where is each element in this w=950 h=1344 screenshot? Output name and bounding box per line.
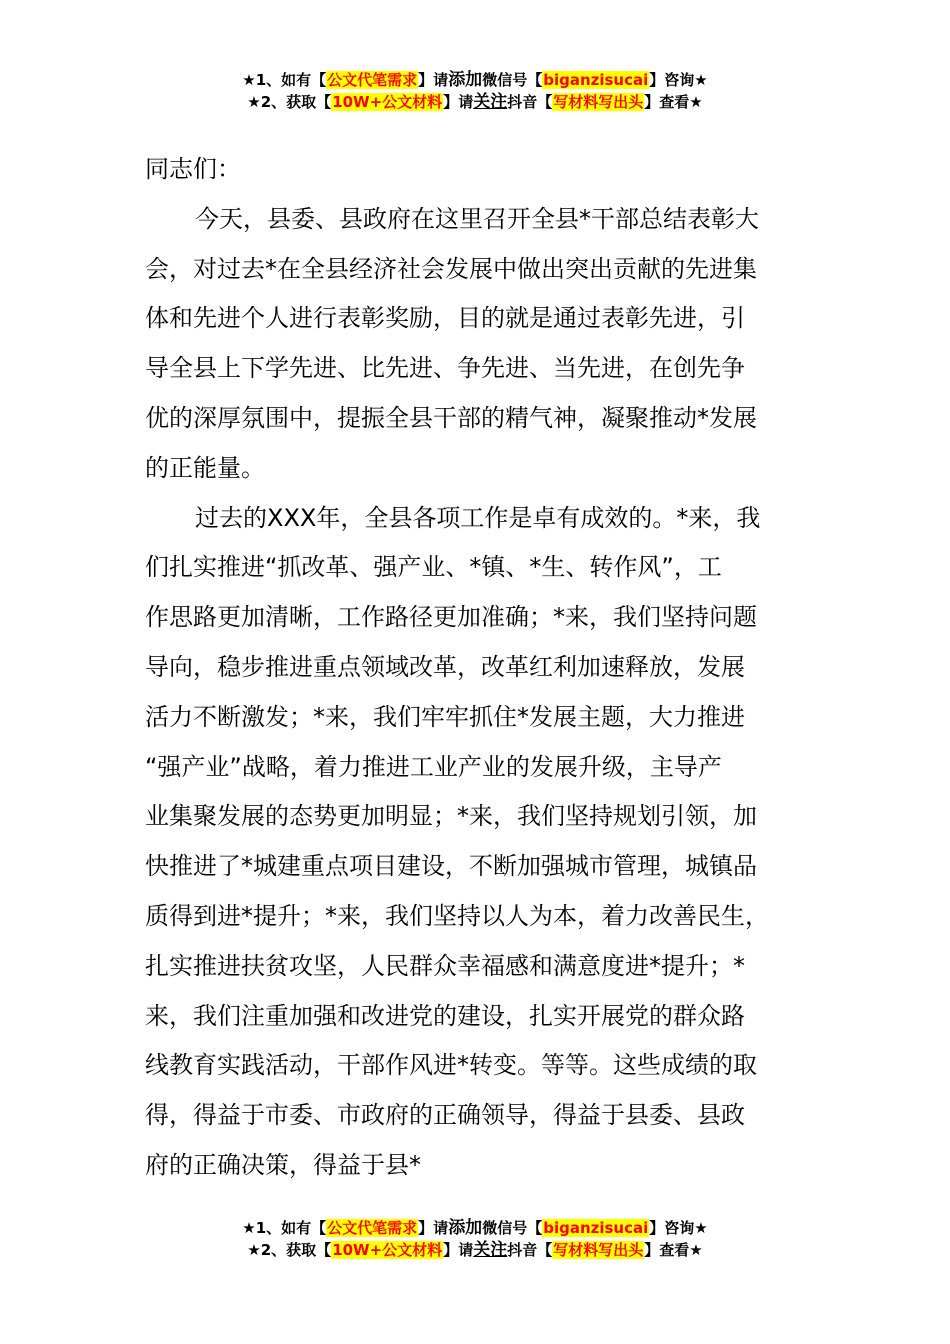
paragraph-line: 导向，稳步推进重点领域改革，改革红利加速释放，发展 bbox=[145, 652, 745, 681]
banner-emphasis: 添加 bbox=[448, 70, 483, 90]
banner-text: 】请 bbox=[418, 1219, 449, 1237]
banner-emphasis: 添加 bbox=[448, 1218, 483, 1238]
paragraph-line: 们扎实推进“抓改革、强产业、*镇、*生、转作风”，工 bbox=[145, 553, 722, 582]
paragraph-line: 过去的XXX年，全县各项工作是卓有成效的。*来，我 bbox=[195, 503, 761, 532]
wechat-id-highlight: biganzisucai bbox=[543, 71, 649, 89]
banner-highlight: 10W+公文材料 bbox=[332, 1241, 443, 1259]
paragraph-line: 来，我们注重加强和改进党的建设，扎实开展党的群众路 bbox=[145, 1001, 745, 1030]
paragraph-line: 快推进了*城建重点项目建设，不断加强城市管理，城镇品 bbox=[145, 852, 757, 881]
banner-line-1 bbox=[0, 69, 950, 91]
banner-text: 抖音【 bbox=[507, 93, 553, 111]
paragraph-line: 今天，县委、县政府在这里召开全县*干部总结表彰大 bbox=[195, 204, 759, 233]
paragraph-line: 作思路更加清晰，工作路径更加准确；*来，我们坚持问题 bbox=[145, 603, 757, 632]
paragraph-line: 扎实推进扶贫攻坚，人民群众幸福感和满意度进*提升；* bbox=[145, 951, 745, 980]
banner-text: 】查看★ bbox=[644, 1241, 703, 1259]
banner-highlight: 公文代笔需求 bbox=[327, 71, 418, 89]
banner-text: 】请 bbox=[418, 71, 449, 89]
banner-text: ★2、获取【 bbox=[247, 1241, 332, 1259]
paragraph-line: 活力不断激发；*来，我们牢牢抓住*发展主题，大力推进 bbox=[145, 702, 745, 731]
paragraph-line: 业集聚发展的态势更加明显；*来，我们坚持规划引领，加 bbox=[145, 802, 757, 831]
banner-highlight: 公文代笔需求 bbox=[327, 1219, 418, 1237]
banner-text: 】查看★ bbox=[644, 93, 703, 111]
banner-text: ★1、如有【 bbox=[242, 71, 327, 89]
paragraph-line: 的正能量。 bbox=[145, 453, 265, 482]
paragraph-line: 得，得益于市委、市政府的正确领导，得益于县委、县政 bbox=[145, 1101, 745, 1130]
paragraph-line: 体和先进个人进行表彰奖励，目的就是通过表彰先进，引 bbox=[145, 304, 745, 333]
banner-line-2 bbox=[0, 1239, 950, 1261]
paragraph-line: 会，对过去*在全县经济社会发展中做出突出贡献的先进集 bbox=[145, 254, 757, 283]
paragraph-line: 线教育实践活动，干部作风进*转变。等等。这些成绩的取 bbox=[145, 1051, 757, 1080]
paragraph-line: 府的正确决策，得益于县* bbox=[145, 1150, 421, 1179]
banner-line-1 bbox=[0, 1217, 950, 1239]
banner-text: ★2、获取【 bbox=[247, 93, 332, 111]
banner-text: 】咨询★ bbox=[649, 1219, 708, 1237]
banner-text: 】请 bbox=[443, 93, 474, 111]
paragraph-line: 优的深厚氛围中，提振全县干部的精气神，凝聚推动*发展 bbox=[145, 403, 757, 432]
paragraph-line: 质得到进*提升；*来，我们坚持以人为本，着力改善民生， bbox=[145, 901, 769, 930]
salutation: 同志们： bbox=[145, 155, 241, 183]
banner-text: 微信号【 bbox=[482, 1219, 543, 1237]
header-banner bbox=[0, 69, 950, 113]
banner-text: 】咨询★ bbox=[649, 71, 708, 89]
wechat-id-highlight: biganzisucai bbox=[543, 1219, 649, 1237]
footer-banner bbox=[0, 1217, 950, 1261]
douyin-highlight: 写材料写出头 bbox=[553, 93, 644, 111]
douyin-highlight: 写材料写出头 bbox=[553, 1241, 644, 1259]
banner-text: 】请 bbox=[443, 1241, 474, 1259]
paragraph-line: “强产业”战略，着力推进工业产业的发展升级，主导产 bbox=[145, 752, 722, 781]
banner-emphasis: 关注 bbox=[473, 1240, 508, 1260]
banner-highlight: 10W+公文材料 bbox=[332, 93, 443, 111]
banner-text: ★1、如有【 bbox=[242, 1219, 327, 1237]
banner-emphasis: 关注 bbox=[473, 92, 508, 112]
banner-text: 抖音【 bbox=[507, 1241, 553, 1259]
paragraph-line: 导全县上下学先进、比先进、争先进、当先进，在创先争 bbox=[145, 354, 745, 383]
banner-line-2 bbox=[0, 91, 950, 113]
banner-text: 微信号【 bbox=[482, 71, 543, 89]
document-body bbox=[145, 145, 810, 1191]
